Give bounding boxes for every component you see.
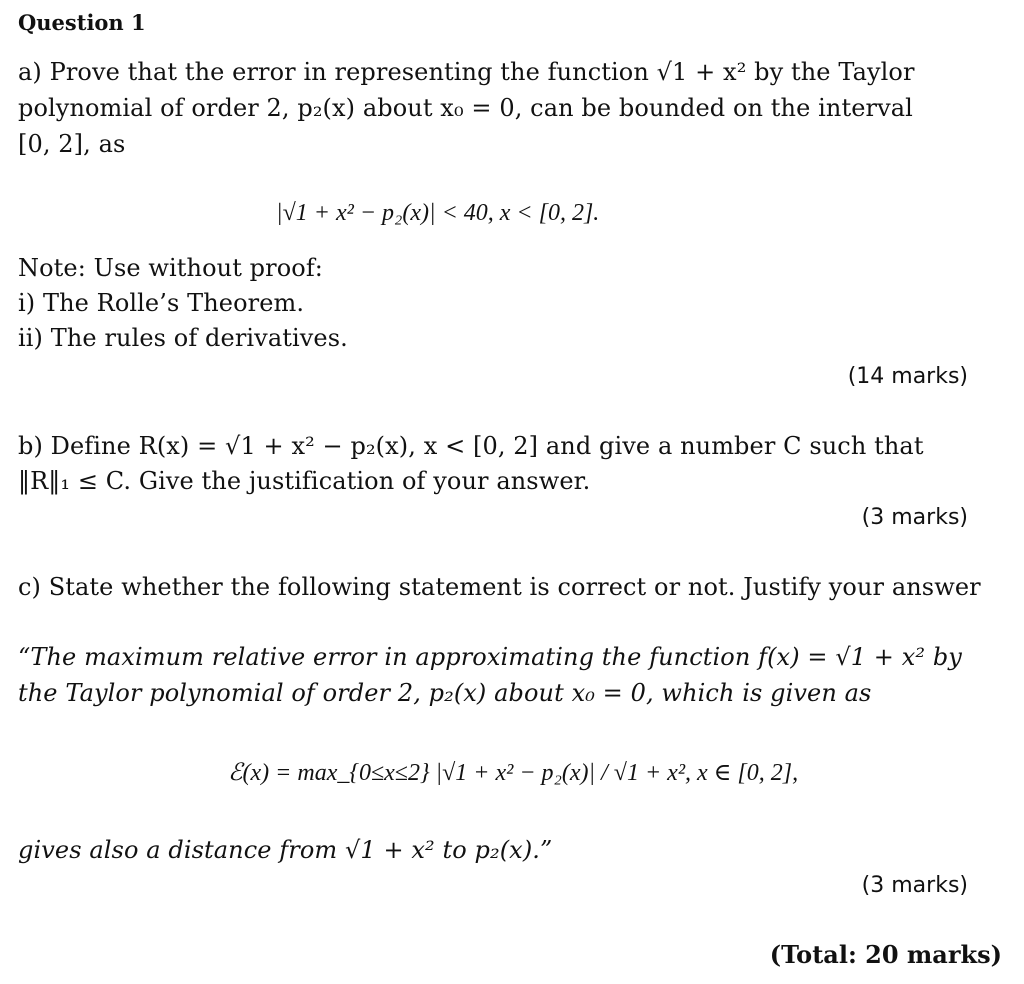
part-c-line1: c) State whether the following statement is correct or not. Justify your answer: [18, 573, 981, 601]
part-c-quote-line1: “The maximum relative error in approximating the function f(x) = √1 + x² by: [18, 643, 962, 671]
part-c-marks: (3 marks): [861, 873, 968, 898]
part-a-line1: a) Prove that the error in representing the function √1 + x² by the Taylor: [18, 58, 915, 86]
part-a-line2: polynomial of order 2, p₂(x) about x₀ = 0, can be bounded on the interval: [18, 94, 913, 122]
part-a-line3: [0, 2], as: [18, 130, 126, 158]
part-b-line1: b) Define R(x) = √1 + x² − p₂(x), x < [0, 2] and give a number C such that: [18, 432, 924, 460]
part-c-formula: ℰ(x) = max_{0≤x≤2} |√1 + x² − p₂(x)| / √1 + x², x ∈ [0, 2],: [228, 760, 799, 786]
note-title: Note: Use without proof:: [18, 254, 323, 282]
note-item-i: i) The Rolle’s Theorem.: [18, 289, 305, 317]
question-title: Question 1: [18, 10, 146, 35]
part-b-marks: (3 marks): [861, 505, 968, 530]
part-a-inequality: |√1 + x² − p₂(x)| < 40, x < [0, 2].: [276, 200, 600, 226]
part-b-line2: ‖R‖₁ ≤ C. Give the justification of your answer.: [18, 467, 591, 495]
part-a-marks: (14 marks): [847, 364, 968, 389]
part-c-quote-line2: the Taylor polynomial of order 2, p₂(x) about x₀ = 0, which is given as: [18, 679, 872, 707]
total-marks: (Total: 20 marks): [769, 940, 1002, 969]
part-c-quote-line3: gives also a distance from √1 + x² to p₂(x).”: [18, 836, 553, 864]
note-item-ii: ii) The rules of derivatives.: [18, 324, 348, 352]
